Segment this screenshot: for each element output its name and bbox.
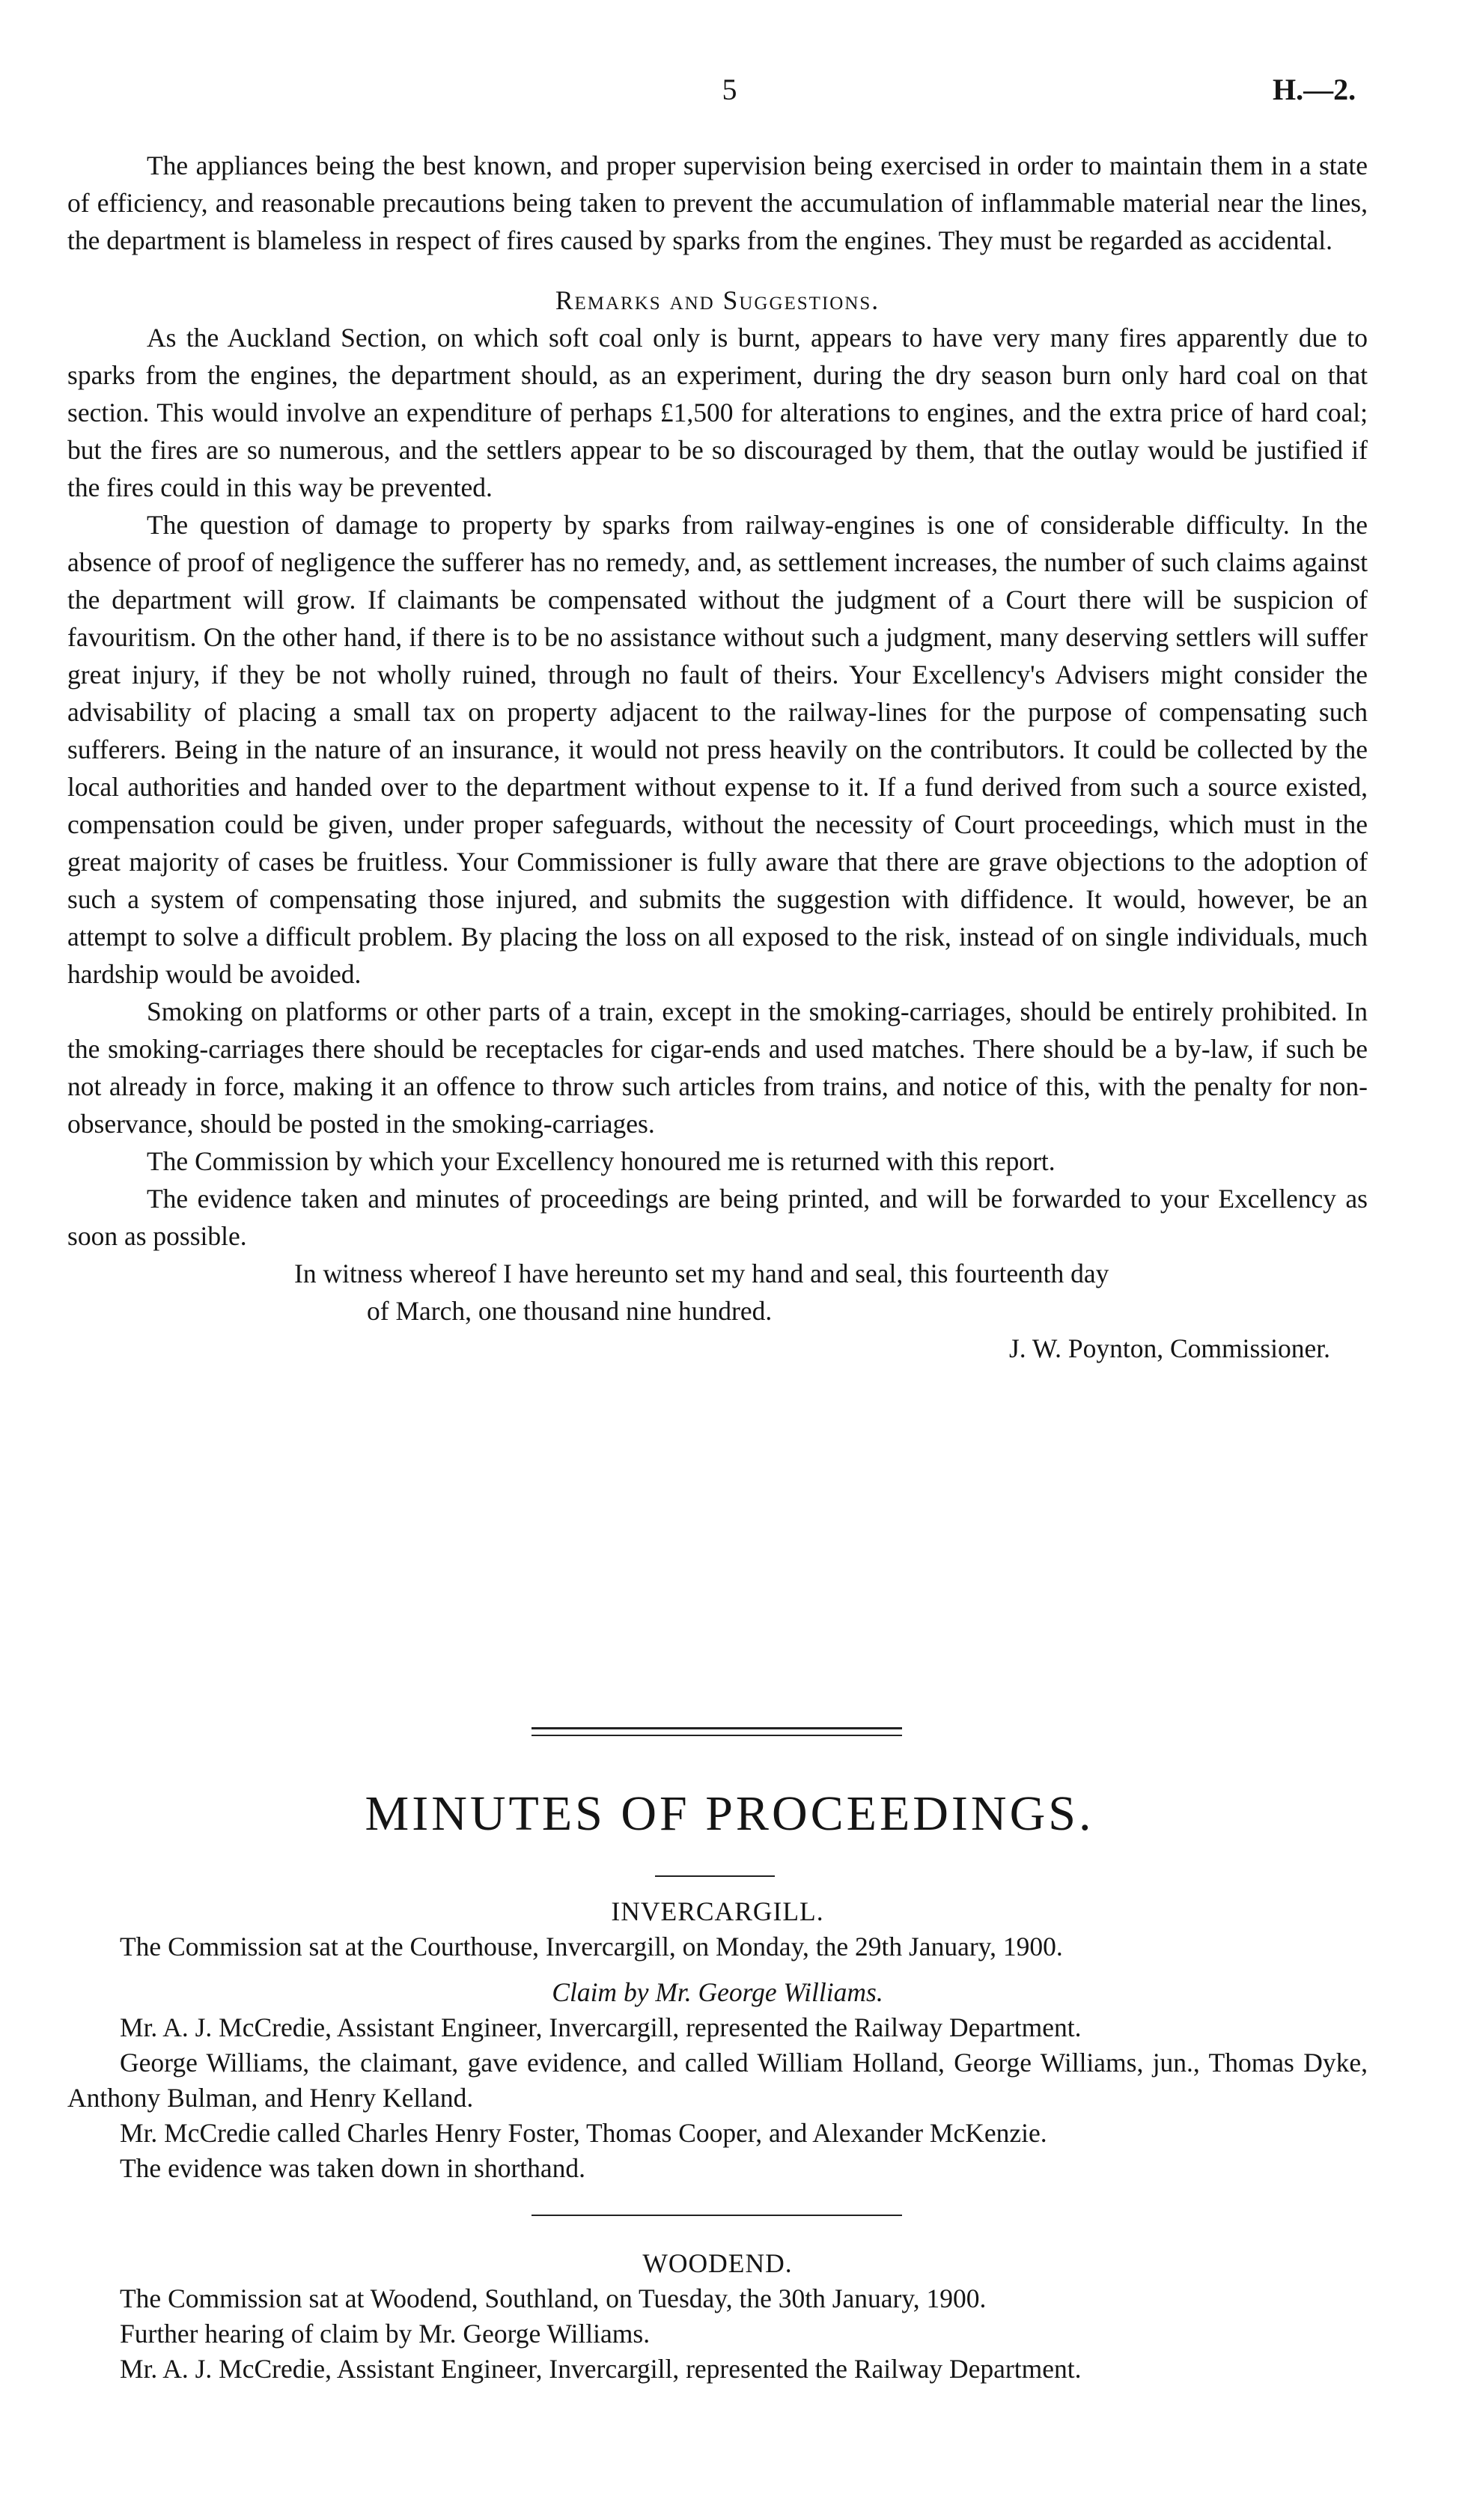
paragraph-evidence-printed: The evidence taken and minutes of proceedings are being printed, and will be forwarded to your Excellency as soon as possible. <box>67 1184 1368 1251</box>
section-divider-top <box>531 1727 902 1729</box>
page-number: 5 <box>722 73 737 106</box>
paragraph-auckland-section: As the Auckland Section, on which soft coal only is burnt, appears to have very many fires apparently due to sparks from the engines, the department should, as an experiment, during the dry season burn only hard coal on that section. This would involve an expenditure of perhaps £1,500 for alterations to engines, and the extra price of hard coal; but the fires are so numerous, and the settlers appear to be so discouraged by them, that the outlay would be justified if the fires could in this way be prevented. <box>67 323 1368 502</box>
woodend-sitting: The Commission sat at Woodend, Southland, on Tuesday, the 30th January, 1900. <box>120 2283 987 2313</box>
remarks-heading: Remarks and Suggestions. <box>555 285 880 315</box>
witness-line-1: In witness whereof I have hereunto set my hand and seal, this fourteenth day <box>294 1259 1109 1288</box>
invercargill-representation: Mr. A. J. McCredie, Assistant Engineer, Invercargill, represented the Railway Department. <box>120 2012 1082 2042</box>
invercargill-claimant-evidence: George Williams, the claimant, gave evidence, and called William Holland, George Williams, jun., Thomas Dyke, Anthony Bulman, and Henry Kelland. <box>67 2048 1368 2113</box>
woodend-representation: Mr. A. J. McCredie, Assistant Engineer, Invercargill, represented the Railway Department. <box>120 2354 1082 2384</box>
woodend-minutes <box>67 2246 1368 2387</box>
paragraph-damage-question: The question of damage to property by sparks from railway-engines is one of considerable difficulty. In the absence of proof of negligence the sufferer has no remedy, and, as settlement increases, the number of such claims against the department will grow. If claimants be compensated without the judgment of a Court there will be suspicion of favouritism. On the other hand, if there is to be no assistance without such a judgment, many deserving settlers will suffer great injury, if they be not wholly ruined, through no fault of theirs. Your Excellency's Advisers might consider the advisability of placing a small tax on property adjacent to the railway-lines for the purpose of compensating such sufferers. Being in the nature of an insurance, it would not press heavily on the contributors. It could be collected by the local authorities and handed over to the department without expense to it. If a fund derived from such a source existed, compensation could be given, under proper safeguards, without the necessity of Court proceedings, which must in the great majority of cases be fruitless. Your Commissioner is fully aware that there are grave objections to the adoption of such a system of compensating those injured, and submits the suggestion with diffidence. It would, however, be an attempt to solve a difficult problem. By placing the loss on all exposed to the risk, instead of on single individuals, much hardship would be avoided. <box>67 510 1368 989</box>
claim-heading: Claim by Mr. George Williams. <box>552 1977 883 2007</box>
invercargill-witnesses: Mr. McCredie called Charles Henry Foster, Thomas Cooper, and Alexander McKenzie. <box>120 2118 1047 2148</box>
invercargill-minutes <box>67 1894 1368 2186</box>
invercargill-heading: INVERCARGILL. <box>611 1896 824 1926</box>
section-divider-bottom <box>531 1735 902 1736</box>
woodend-further-hearing: Further hearing of claim by Mr. George Williams. <box>120 2319 651 2349</box>
title-underline <box>655 1875 775 1877</box>
document-reference: H.—2. <box>1273 73 1356 106</box>
report-text <box>67 147 1368 1367</box>
signature: J. W. Poynton, Commissioner. <box>1008 1333 1330 1363</box>
paragraph-smoking: Smoking on platforms or other parts of a train, except in the smoking-carriages, should be entirely prohibited. In the smoking-carriages there should be receptacles for cigar-ends and used matches. There should be a by-law, if such be not already in force, making it an offence to throw such articles from trains, and notice of this, with the penalty for non-observance, should be posted in the smoking-carriages. <box>67 996 1368 1139</box>
witness-line-2: of March, one thousand nine hundred. <box>367 1296 773 1326</box>
minutes-divider <box>531 2215 902 2216</box>
paragraph-appliances: The appliances being the best known, and proper supervision being exercised in order to maintain them in a state of efficiency, and reasonable precautions being taken to prevent the accumulation of inflammable material near the lines, the department is blameless in respect of fires caused by sparks from the engines. They must be regarded as accidental. <box>67 150 1368 255</box>
paragraph-commission-returned: The Commission by which your Excellency honoured me is returned with this report. <box>147 1146 1056 1176</box>
woodend-heading: WOODEND. <box>642 2248 793 2278</box>
invercargill-sitting: The Commission sat at the Courthouse, Invercargill, on Monday, the 29th January, 1900. <box>120 1932 1063 1961</box>
invercargill-shorthand: The evidence was taken down in shorthand. <box>120 2153 586 2183</box>
minutes-title: MINUTES OF PROCEEDINGS. <box>365 1786 1094 1841</box>
